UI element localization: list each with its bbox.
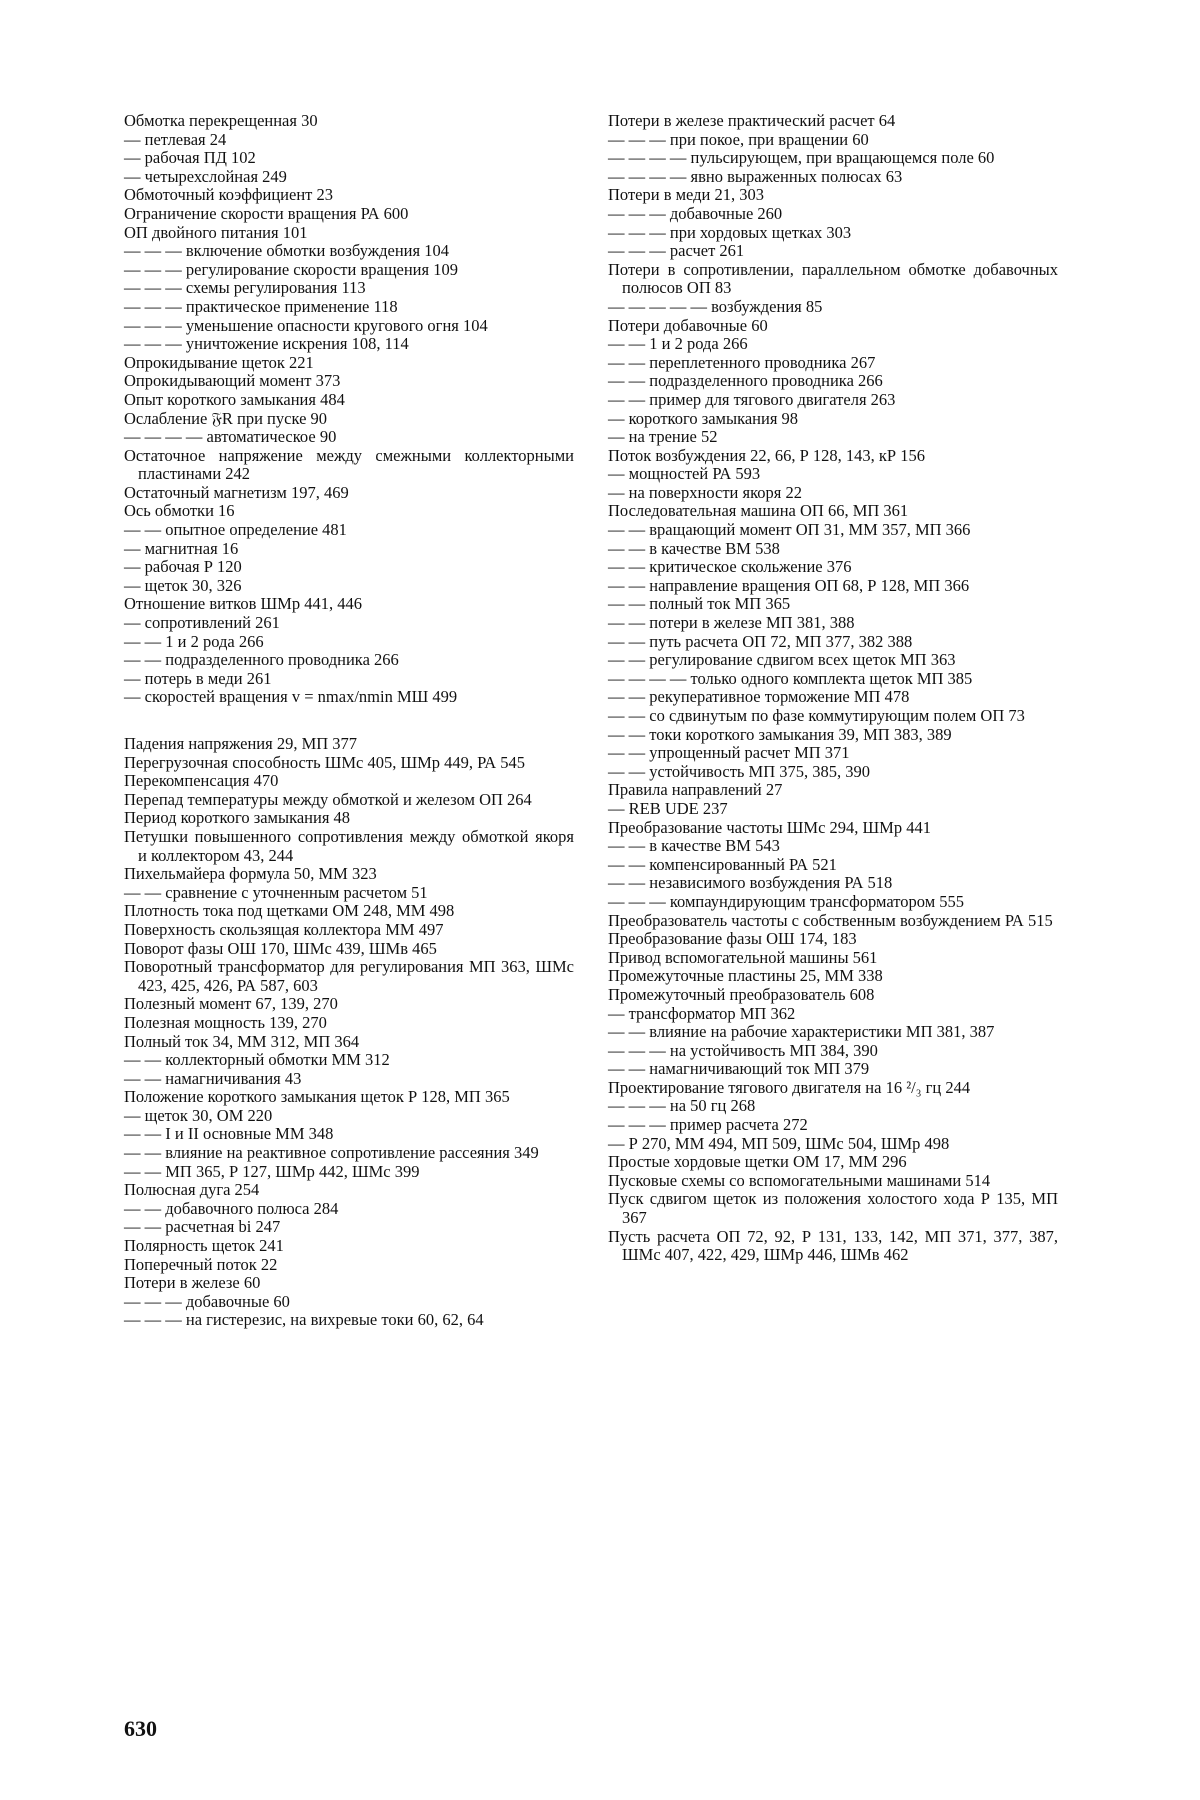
index-entry: Потери добавочные 60 — [608, 315, 768, 335]
index-entry: — — намагничивающий ток МП 379 — [608, 1059, 870, 1079]
index-entry: — — — пример расчета 272 — [608, 1115, 808, 1135]
index-entry: Остаточное напряжение между смежными коллекторными пластинами 242 — [124, 445, 574, 484]
index-entry: — — — — пульсирующем, при вращающемся поле 60 — [608, 148, 995, 168]
index-entry: — — со сдвинутым по фазе коммутирующим полем ОП 73 — [608, 706, 1025, 725]
index-column-right — [608, 112, 1058, 1265]
index-entry: — на трение 52 — [608, 427, 718, 447]
index-entry: Обмотка перекрещенная 30 — [124, 111, 318, 130]
index-entry: — — устойчивость МП 375, 385, 390 — [608, 761, 871, 781]
index-entry: Положение короткого замыкания щеток Р 128, МП 365 — [124, 1087, 510, 1107]
index-entry: — — намагничивания 43 — [124, 1068, 302, 1088]
index-entry: — — — добавочные 260 — [608, 203, 783, 223]
index-entry: Плотность тока под щетками ОМ 248, ММ 498 — [124, 901, 455, 921]
index-entry: — — компенсированный РА 521 — [608, 854, 837, 874]
index-entry: — на поверхности якоря 22 — [608, 482, 802, 502]
index-entry: — — подразделенного проводника 266 — [124, 650, 399, 670]
index-entry: — скоростей вращения v = nmax/nmin МШ 499 — [124, 687, 458, 707]
index-entry: Полярность щеток 241 — [124, 1236, 284, 1256]
index-entry: Полный ток 34, ММ 312, МП 364 — [124, 1031, 360, 1051]
index-entry: Пуск сдвигом щеток из положения холостого хода Р 135, МП 367 — [608, 1189, 1058, 1228]
index-entry: Простые хордовые щетки ОМ 17, ММ 296 — [608, 1152, 907, 1172]
index-entry: — рабочая ПД 102 — [124, 148, 256, 168]
index-entry: Период короткого замыкания 48 — [124, 808, 351, 828]
index-entry: Поперечный поток 22 — [124, 1254, 278, 1274]
index-entry: Преобразование частоты ШМс 294, ШМр 441 — [608, 817, 931, 837]
index-entry: — щеток 30, ОМ 220 — [124, 1105, 273, 1125]
index-entry: Опрокидывание щеток 221 — [124, 352, 314, 372]
index-entry: — — — — автоматическое 90 — [124, 427, 337, 447]
index-entry: Потери в меди 21, 303 — [608, 185, 765, 205]
index-entry: Поворотный трансформатор для регулирования МП 363, ШМс 423, 425, 426, РА 587, 603 — [124, 957, 574, 995]
index-entry: — — — практическое применение 118 — [124, 296, 398, 316]
index-entry: Промежуточные пластины 25, ММ 338 — [608, 966, 883, 986]
index-entry: Привод вспомогательной машины 561 — [608, 947, 878, 967]
index-entry: — — независимого возбуждения РА 518 — [608, 873, 893, 893]
index-entry: — — влияние на рабочие характеристики МП 381, 387 — [608, 1022, 995, 1042]
index-entry: — щеток 30, 326 — [124, 575, 242, 595]
index-entry: — — — — — возбуждения 85 — [608, 296, 823, 316]
index-entry: — короткого замыкания 98 — [608, 408, 799, 428]
index-entry: — петлевая 24 — [124, 129, 227, 149]
index-entry: Ограничение скорости вращения РА 600 — [124, 203, 409, 223]
index-entry: Поворот фазы ОШ 170, ШМс 439, ШМв 465 — [124, 938, 437, 958]
index-entry: Полюсная дуга 254 — [124, 1180, 260, 1200]
index-entry: — сопротивлений 261 — [124, 613, 280, 633]
index-entry: Перегрузочная способность ШМс 405, ШМр 449, РА 545 — [124, 752, 526, 772]
index-entry: — — коллекторный обмотки ММ 312 — [124, 1050, 390, 1070]
index-entry: — — вращающий момент ОП 31, ММ 357, МП 366 — [608, 520, 971, 540]
index-entry: — — I и II основные ММ 348 — [124, 1124, 334, 1144]
index-entry: — рабочая Р 120 — [124, 557, 242, 577]
index-entry: Обмоточный коэффициент 23 — [124, 185, 333, 205]
index-entry: — — критическое скольжение 376 — [608, 557, 852, 577]
index-entry: — — пример для тягового двигателя 263 — [608, 389, 896, 409]
index-entry: — магнитная 16 — [124, 538, 239, 558]
index-entry: Перепад температуры между обмоткой и железом ОП 264 — [124, 789, 532, 809]
index-entry: Ось обмотки 16 — [124, 501, 235, 521]
index-entry: — — 1 и 2 рода 266 — [608, 334, 748, 354]
index-entry: — — — расчет 261 — [608, 241, 745, 261]
index-entry: — — — регулирование скорости вращения 109 — [124, 259, 458, 279]
index-entry: Опрокидывающий момент 373 — [124, 371, 341, 391]
index-entry: — — подразделенного проводника 266 — [608, 371, 883, 391]
index-entry: — трансформатор МП 362 — [608, 1003, 796, 1023]
index-entry: Правила направлений 27 — [608, 780, 783, 800]
index-entry: — REB UDE 237 — [608, 798, 728, 818]
page-number: 630 — [124, 1716, 157, 1741]
index-entry: — мощностей РА 593 — [608, 464, 761, 484]
index-entry: — — 1 и 2 рода 266 — [124, 631, 264, 651]
index-entry: — — в качестве ВМ 538 — [608, 538, 780, 558]
index-entry: — — — на устойчивость МП 384, 390 — [608, 1040, 878, 1060]
index-entry: — — — схемы регулирования 113 — [124, 278, 366, 298]
index-entry: — — рекуперативное торможение МП 478 — [608, 687, 910, 707]
index-entry: — — направление вращения ОП 68, Р 128, МП 366 — [608, 575, 970, 595]
index-entry: — — регулирование сдвигом всех щеток МП 363 — [608, 650, 956, 670]
index-entry: — — — на 50 гц 268 — [608, 1096, 756, 1116]
index-entry: — — — на гистерезис, на вихревые токи 60, 62, 64 — [124, 1310, 484, 1330]
index-entry: Полезная мощность 139, 270 — [124, 1012, 327, 1032]
index-entry: — — опытное определение 481 — [124, 520, 347, 540]
index-entry: Потери в железе практический расчет 64 — [608, 111, 896, 130]
index-entry: — — сравнение с уточненным расчетом 51 — [124, 882, 428, 902]
index-entry: — — — уничтожение искрения 108, 114 — [124, 334, 409, 354]
index-entry: Полезный момент 67, 139, 270 — [124, 994, 338, 1014]
index-entry: — — полный ток МП 365 — [608, 594, 791, 614]
index-column-left — [124, 112, 574, 1330]
index-entry: Пусковые схемы со вспомогательными машинами 514 — [608, 1170, 991, 1190]
index-entry: Потери в железе 60 — [124, 1273, 261, 1293]
index-entry: Падения напряжения 29, МП 377 — [124, 734, 358, 753]
index-entry: — — — добавочные 60 — [124, 1291, 290, 1311]
index-entry: Пихельмайера формула 50, ММ 323 — [124, 864, 377, 884]
index-entry: Опыт короткого замыкания 484 — [124, 389, 345, 409]
index-entry: Потери в сопротивлении, параллельном обмотке добавочных полюсов ОП 83 — [608, 259, 1058, 298]
index-entry: — — — включение обмотки возбуждения 104 — [124, 241, 449, 261]
index-entry: — — потери в железе МП 381, 388 — [608, 613, 855, 633]
index-entry: Петушки повышенного сопротивления между обмоткой якоря и коллектором 43, 244 — [124, 826, 574, 865]
index-entry: — потерь в меди 261 — [124, 668, 272, 688]
index-entry: — — упрощенный расчет МП 371 — [608, 743, 850, 763]
index-entry: Преобразователь частоты с собственным возбуждением РА 515 — [608, 910, 1053, 930]
index-entry: Ослабление 𝔉R при пуске 90 — [124, 408, 328, 428]
index-entry: — — — компаундирующим трансформатором 555 — [608, 891, 965, 911]
index-entry: — — в качестве ВМ 543 — [608, 836, 780, 856]
index-entry: — — путь расчета ОП 72, МП 377, 382 388 — [608, 631, 913, 651]
index-entry: — — добавочного полюса 284 — [124, 1198, 339, 1218]
index-entry: Пусть расчета ОП 72, 92, Р 131, 133, 142, МП 371, 377, 387, ШМс 407, 422, 429, ШМр 446, ШМв 462 — [608, 1226, 1058, 1265]
index-entry: — — расчетная bi 247 — [124, 1217, 281, 1237]
index-entry: — — — при покое, при вращении 60 — [608, 129, 869, 149]
index-entry: ОП двойного питания 101 — [124, 222, 308, 242]
index-entry: — — — — только одного комплекта щеток МП 385 — [608, 668, 973, 688]
index-entry: — — токи короткого замыкания 39, МП 383, 389 — [608, 724, 952, 744]
index-entry: — — влияние на реактивное сопротивление рассеяния 349 — [124, 1143, 539, 1163]
index-entry: Проектирование тягового двигателя на 16 ²/₃ гц 244 — [608, 1077, 971, 1097]
index-entry: Перекомпенсация 470 — [124, 771, 279, 791]
index-entry: — — МП 365, Р 127, ШМр 442, ШМс 399 — [124, 1161, 420, 1181]
index-entry: Отношение витков ШМр 441, 446 — [124, 594, 362, 614]
index-entry: — — — уменьшение опасности кругового огня 104 — [124, 315, 488, 335]
index-entry: — — — при хордовых щетках 303 — [608, 222, 852, 242]
index-entry: Остаточный магнетизм 197, 469 — [124, 482, 349, 502]
index-entry: — четырехслойная 249 — [124, 166, 287, 186]
index-entry: Последовательная машина ОП 66, МП 361 — [608, 501, 909, 521]
index-entry: — — переплетенного проводника 267 — [608, 352, 876, 372]
index-entry: — — — — явно выраженных полюсах 63 — [608, 166, 903, 186]
index-entry: Поверхность скользящая коллектора ММ 497 — [124, 919, 444, 939]
index-entry: Преобразование фазы ОШ 174, 183 — [608, 929, 857, 949]
index-entry: — Р 270, ММ 494, МП 509, ШМс 504, ШМр 498 — [608, 1133, 950, 1153]
index-entry: Промежуточный преобразователь 608 — [608, 984, 875, 1004]
index-entry: Поток возбуждения 22, 66, Р 128, 143, кР 156 — [608, 445, 925, 465]
